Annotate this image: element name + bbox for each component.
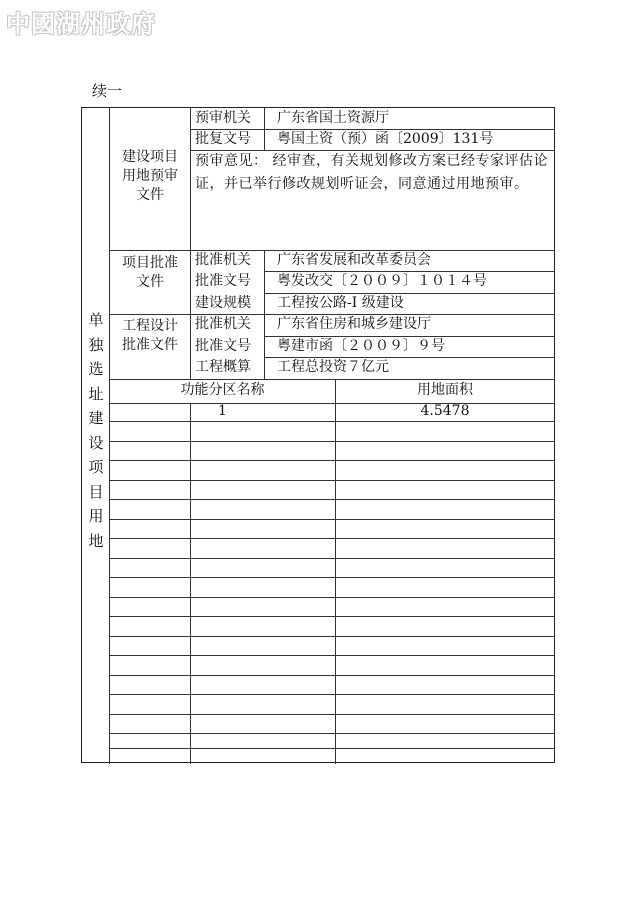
table-row-rule bbox=[109, 499, 554, 500]
approval-key: 建设规模 bbox=[195, 295, 251, 311]
table-row-rule bbox=[109, 655, 554, 656]
label-divider bbox=[190, 108, 191, 379]
design-value: 广东省住房和城乡建设厅 bbox=[277, 316, 431, 332]
section-rule bbox=[109, 379, 554, 380]
design-value: 粤建市函〔２００９〕９号 bbox=[277, 338, 445, 354]
table-row-rule bbox=[109, 616, 554, 617]
approval-key: 批准文号 bbox=[195, 273, 251, 289]
table-row-rule bbox=[109, 421, 554, 422]
table-row-rule bbox=[109, 675, 554, 676]
table-row-rule bbox=[109, 748, 554, 749]
approval-label bbox=[110, 254, 190, 292]
pre-review-value: 广东省国土资源厅 bbox=[277, 110, 389, 126]
area-size-header: 用地面积 bbox=[417, 382, 473, 398]
pre-review-label-line: 建设项目 bbox=[122, 149, 178, 165]
table-row-rule bbox=[109, 460, 554, 461]
table-row-rule bbox=[109, 480, 554, 481]
watermark: 中國湖州政府 bbox=[6, 9, 156, 38]
pre-review-label-line: 用地预审 bbox=[122, 168, 178, 184]
continuation-label: 续一 bbox=[92, 82, 123, 100]
design-label bbox=[110, 317, 190, 355]
pre-review-key: 批复文号 bbox=[195, 131, 251, 147]
approval-label-line: 文件 bbox=[136, 274, 164, 290]
table-row-rule bbox=[109, 597, 554, 598]
design-value: 工程总投资７亿元 bbox=[277, 359, 389, 375]
table-row-rule bbox=[109, 538, 554, 539]
table-row-rule bbox=[109, 636, 554, 637]
side-title: 单 独 选 址 建 设 项 目 用 地 bbox=[88, 311, 104, 550]
design-key: 批准文号 bbox=[195, 338, 251, 354]
area-name-divider-lower bbox=[190, 403, 191, 764]
approval-key: 批准机关 bbox=[195, 252, 251, 268]
design-key: 批准机关 bbox=[195, 316, 251, 332]
approval-value: 工程按公路-I 级建设 bbox=[277, 295, 404, 311]
approval-value: 广东省发展和改革委员会 bbox=[277, 252, 431, 268]
table-row-rule bbox=[109, 519, 554, 520]
design-label-line: 工程设计 bbox=[122, 318, 178, 334]
pre-review-opinion: 预审意见： 经审查，有关规划修改方案已经专家评估论证，并已举行修改规划听证会，同意通过用地预审。 bbox=[195, 153, 548, 192]
area-size-cell: 4.5478 bbox=[420, 403, 470, 419]
table-row-rule bbox=[109, 714, 554, 715]
area-name-header: 功能分区名称 bbox=[180, 382, 265, 398]
pre-review-value: 粤国土资（预）函〔2009〕131号 bbox=[277, 131, 494, 147]
table-row-rule bbox=[109, 441, 554, 442]
table-row-rule bbox=[109, 733, 554, 734]
design-key: 工程概算 bbox=[195, 359, 251, 375]
area-divider bbox=[335, 379, 336, 764]
design-label-line: 批准文件 bbox=[122, 337, 178, 353]
land-use-form bbox=[81, 107, 555, 763]
approval-label-line: 项目批准 bbox=[122, 255, 178, 271]
table-row-rule bbox=[109, 577, 554, 578]
table-row-rule bbox=[109, 558, 554, 559]
pre-review-label-line: 文件 bbox=[136, 187, 164, 203]
pre-review-label bbox=[110, 148, 190, 205]
table-row-rule bbox=[109, 694, 554, 695]
pre-review-key: 预审机关 bbox=[195, 110, 251, 126]
approval-value: 粤发改交〔２００９〕１０１４号 bbox=[277, 273, 487, 289]
area-name-cell: 1 bbox=[218, 403, 227, 419]
